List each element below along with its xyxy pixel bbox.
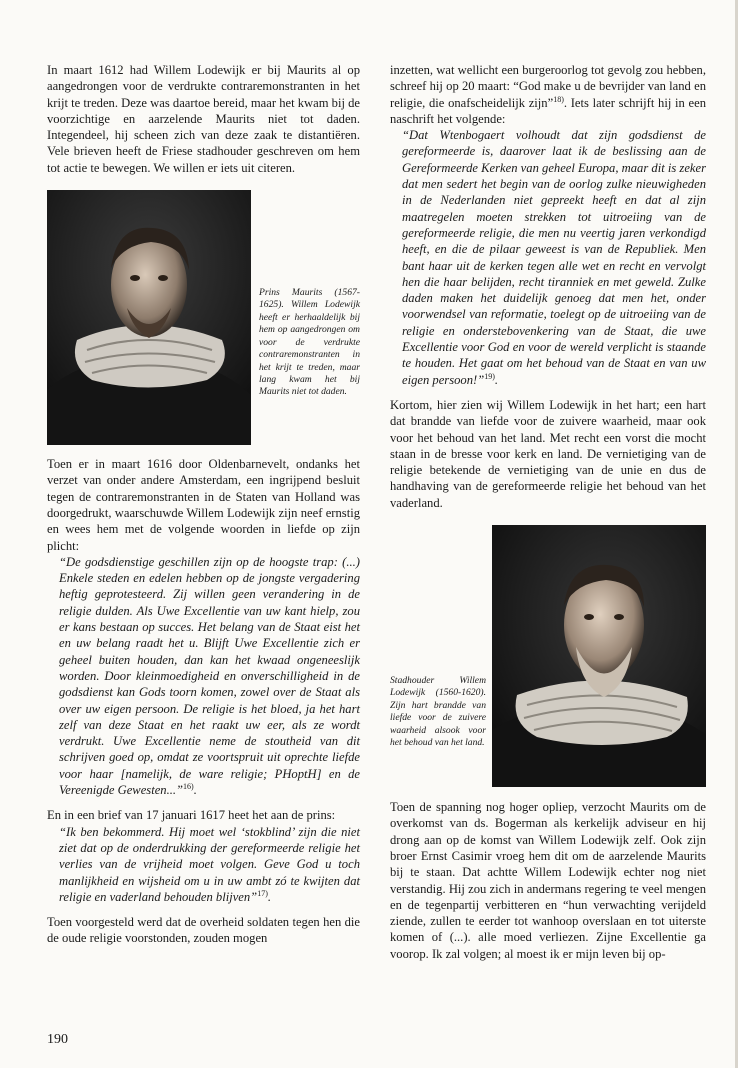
left-column	[47, 62, 360, 947]
footnote-ref: 16)	[183, 781, 194, 791]
footnote-ref: 17)	[257, 888, 268, 898]
paragraph: Kortom, hier zien wij Willem Lodewijk in het hart; een hart dat brandde van liefde voor de zuivere waarheid, maar ook voor het behoud van het land. Met recht een vorst die mocht staan in de bresse voor kerk en land. De vernietiging van de religie betekende de vernietiging van de unie en dus de handhaving van de gereformeerde religie het behoud van het vaderland.	[390, 397, 706, 510]
block-quote: “De godsdienstige geschillen zijn op de hoogste trap: (...) Enkele steden en edelen hebben op de jongste vergadering heftig geprotesteerd. Zij willen geen verandering in de religie dulden. Als Uwe Excellentie van uw kant hielp, zou er kans bestaan op succes. Het belang van de Staat eist het en uw belang raadt het u. Blijft Uwe Excellentie zich er geheel buiten houden, dan kan het kwaad ongeneeslijk worden. Door kleinmoedigheid en onverschilligheid in de godsdienst kan Gods toorn komen, zowel over de Staat als over uw eigen persoon. De religie is het bloed, ja het hart zelf van deze Staat en het raakt uw eer, als ze wordt verdrukt. Uwe Excellentie neme de stoutheid van dit schrijven goed op, omdat ze voortspruit uit oprechte liefde voor haar [namelijk, de ware religie; PHoptH] en de Vereenigde Gewesten...”$^{16)}$.	[59, 554, 360, 798]
block-quote: “Ik ben bekommerd. Hij moet wel ‘stokblind’ zijn die niet ziet dat op de onderdrukking der gereformeerde religie het verlies van de vrijheid moet volgen. Geve God u toch manlijkheid en wijsheid om u in uw ambt zó te kwijten dat religie en vaderland behouden blijven”$^{17)}$.	[59, 824, 360, 904]
figure-caption: Stadhouder Willem Lodewijk (1560-1620). Zijn hart brandde van liefde voor de zuivere waarheid alsook voor het behoud van het land.	[390, 675, 486, 749]
figure-willem-lodewijk	[390, 525, 706, 787]
paragraph: In maart 1612 had Willem Lodewijk er bij Maurits al op aangedrongen voor de verdrukte contraremonstranten in het krijt te treden. Deze was daartoe bereid, maar het kwam bij de voorzichtige en aarzelende Maurits niet tot daden. Integendeel, hij scheen zich van deze zaak te distantiëren. Vele brieven heeft de Friese stadhouder geschreven om hem tot actie te bewegen. We willen er iets uit citeren.	[47, 63, 360, 175]
figure-prins-maurits	[47, 190, 360, 445]
page-number: 190	[47, 1032, 68, 1047]
portrait-willem-lodewijk	[492, 525, 706, 787]
paragraph: Toen de spanning nog hoger opliep, verzocht Maurits om de overkomst van ds. Bogerman als kerkelijk adviseur en hij drong aan op de komst van Willem Lodewijk zelf. Ook zijn broer Ernst Casimir vroeg hem dit om de aarzelende Maurits bij te staan. Dat achtte Willem Lodewijk echter nog niet verstandig. Hij zou zich in andermans regering te veel mengen en de tegenpartij verbitteren en “hun verwachting verijdeld ziende, zullen te eerder tot wanhoop overslaan en tot uiterste komen of (...). alle moed verliezen. Zijne Excellentie ga voorop. Ik zal volgen; al moest ik er mijn leven bij op-	[390, 800, 706, 961]
block-quote: “Dat Wtenbogaert volhoudt dat zijn godsdienst de gereformeerde is, daarover laat ik de beslissing aan de Gereformeerde Kerken van geheel Europa, maar dit is zeker dat men sedert het begin van de oorlog zulke nieuwigheden in de Nederlanden niet gepreekt heeft en dat al zijn maatregelen moeten strekken tot uitroeiing van de gereformeerde religie, die men nu veertig jaren verkondigd heeft, en die de pilaar geweest is van de Republiek. Men bant haar uit de kerken tegen alle wet en recht en vervolgt hen die haar belijden, recht tiranniek en met geweld. Zulke daden maken het duidelijk genoeg dat men het, onder voorwendsel van reformatie, toelegt op de uitroeiing van de religie en onderstebovenkering van de Staat, die uwe Excellentie voor God en voor de wereld verplicht is staande te houden. Het gaat om het behoud van de Staat en van uw eigen persoon!”$^{19)}$.	[402, 128, 706, 387]
footnote-ref: 18)	[553, 94, 564, 104]
portrait-prins-maurits	[47, 190, 251, 445]
figure-caption: Prins Maurits (1567-1625). Willem Lodewijk heeft er herhaaldelijk bij hem op aangedrongen om voor de verdrukte contraremonstranten in het krijt te treden, maar lang kwam het bij Maurits niet tot daden.	[259, 287, 360, 398]
footnote-ref: 19)	[484, 371, 495, 381]
right-column	[390, 62, 706, 962]
paragraph: Toen er in maart 1616 door Oldenbarnevelt, ondanks het verzet van onder andere Amsterdam, een ingrijpend besluit tegen de contraremonstranten in de Staten van Holland was doorgedrukt, waarschuwde Willem Lodewijk zijn neef ernstig en wees hem met de volgende woorden in liefde op zijn plicht:	[47, 457, 360, 553]
paragraph: Toen voorgesteld werd dat de overheid soldaten tegen hen die de oude religie voorstonden, zouden mogen	[47, 915, 360, 946]
paragraph: En in een brief van 17 januari 1617 heet het aan de prins:	[47, 808, 336, 823]
paragraph: inzetten, wat wellicht een burgeroorlog tot gevolg zou hebben, schreef hij op 20 maart: “God make u de bevrijder van land en religie, die onafscheidelijk zijn”$^{18)}$. Iets later schrijft hij in een naschrift het volgende:	[390, 63, 706, 126]
